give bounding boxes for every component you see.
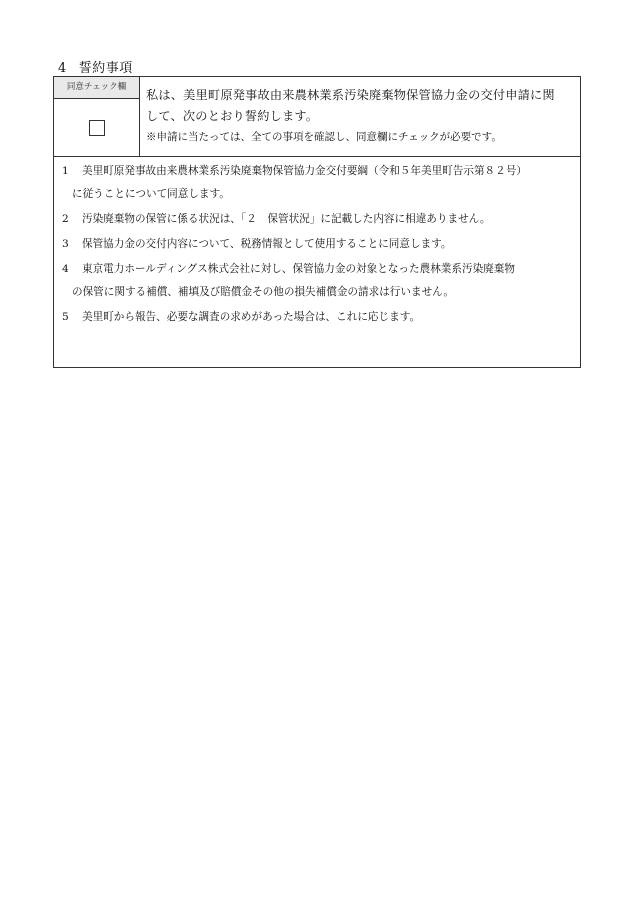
- pledge-item-text: 美里町原発事故由来農林業系汚染廃棄物保管協力金交付要綱（令和５年美里町告示第８２号）: [82, 165, 527, 177]
- section-number: 4: [58, 61, 67, 76]
- consent-column: [54, 77, 140, 156]
- pledge-item-continuation: に従うことについて同意します。: [72, 188, 230, 200]
- declaration-note: ※申請に当たっては、全ての事項を確認し、同意欄にチェックが必要です。: [146, 131, 502, 143]
- pledge-item-number: 5: [62, 311, 69, 323]
- pledge-item-number: 2: [62, 213, 69, 225]
- pledge-item-number: 3: [62, 238, 69, 250]
- declaration-line-2: して、次のとおり誓約します。: [146, 109, 319, 123]
- declaration-line-1: 私は、美里町原発事故由来農林業系汚染廃棄物保管協力金の交付申請に関: [146, 88, 555, 102]
- pledge-item-4: [62, 263, 576, 299]
- pledge-item-3: [62, 238, 576, 251]
- pledge-item-continuation: の保管に関する補償、補填及び賠償金その他の損失補償金の請求は行いません。: [72, 286, 455, 298]
- pledge-header-row: [54, 77, 580, 157]
- consent-checkbox[interactable]: [89, 120, 105, 136]
- pledge-item-text: 汚染廃棄物の保管に係る状況は、「２ 保管状況」に記載した内容に相違ありません。: [82, 213, 491, 225]
- pledge-item-text: 美里町から報告、必要な調査の求めがあった場合は、これに応じます。: [82, 311, 421, 323]
- section-title: [58, 57, 133, 76]
- pledge-table: [53, 76, 581, 368]
- pledge-items: [62, 165, 576, 336]
- pledge-item-text: 東京電力ホールディングス株式会社に対し、保管協力金の対象となった農林業系汚染廃棄物: [82, 263, 515, 275]
- section-title-text: 誓約事項: [78, 61, 133, 76]
- pledge-item-text: 保管協力金の交付内容について、税務情報として使用することに同意します。: [82, 238, 452, 250]
- consent-check-header: 同意チェック欄: [54, 77, 139, 99]
- pledge-item-5: [62, 311, 576, 324]
- pledge-item-number: 4: [62, 263, 69, 275]
- pledge-item-2: [62, 213, 576, 226]
- pledge-item-1: [62, 165, 576, 201]
- pledge-item-number: 1: [62, 165, 69, 177]
- declaration: [146, 85, 574, 146]
